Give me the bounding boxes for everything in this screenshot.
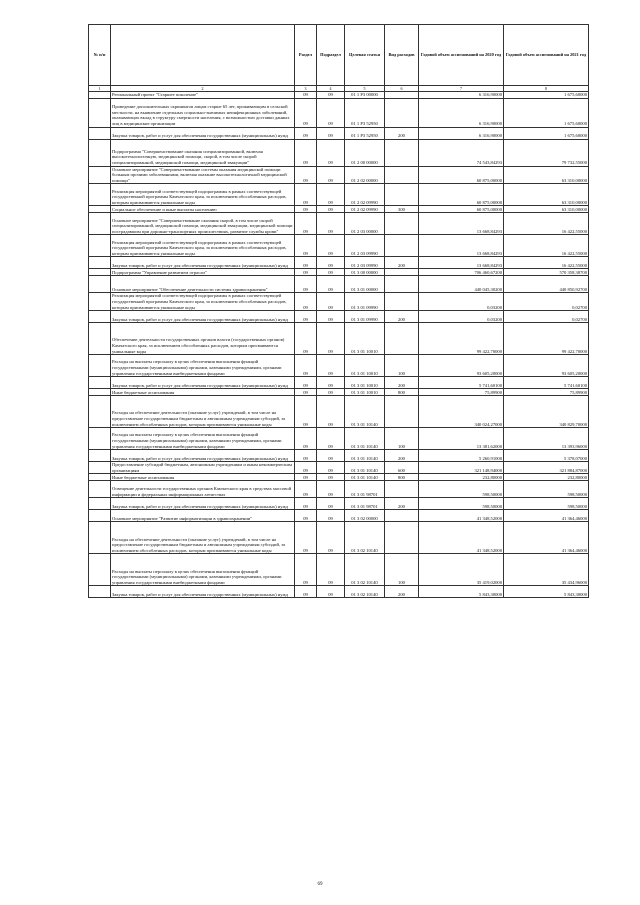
cell-name: Закупка товаров, работ и услуг для обеспечения государственных (муниципальных) нужд — [111, 450, 295, 462]
cell-podrazdel: 09 — [317, 355, 345, 377]
cell-num — [89, 510, 111, 522]
cell-2021: 63 310,00000 — [504, 206, 589, 213]
cell-razdel: 09 — [295, 428, 317, 450]
cell-expense-type: 100 — [385, 428, 419, 450]
cell-expense-type — [385, 166, 419, 184]
cell-expense-type — [385, 481, 419, 498]
header-podrazdel: Подраздел — [317, 25, 345, 86]
cell-2021: 5 741,60100 — [504, 377, 589, 389]
cell-name: Расходы на выплаты персоналу в целях обеспечения выполнения функций государственными (муниципальными) органами, казенными учреждениями, органами управления государственными внебюджетными фондами — [111, 355, 295, 377]
cell-expense-type: 200 — [385, 450, 419, 462]
cell-target-article: 01 3 01 10140 — [345, 462, 385, 474]
cell-2020: 6 316,90000 — [419, 127, 504, 139]
cell-2021: 570 358,38700 — [504, 269, 589, 276]
cell-razdel: 09 — [295, 127, 317, 139]
table-row — [89, 474, 589, 481]
cell-2020: 598,50000 — [419, 498, 504, 510]
cell-2020: 60 875,00000 — [419, 184, 504, 206]
table-row — [89, 213, 589, 235]
cell-2020: 0,03200 — [419, 311, 504, 323]
cell-target-article: 01 3 01 10010 — [345, 323, 385, 355]
col-number: 4 — [317, 86, 345, 92]
table-row — [89, 206, 589, 213]
cell-2020: 35 419,02000 — [419, 554, 504, 586]
cell-target-article: 01 1 P3 00000 — [345, 92, 385, 99]
cell-num — [89, 127, 111, 139]
cell-razdel: 09 — [295, 184, 317, 206]
cell-num — [89, 293, 111, 311]
cell-podrazdel: 09 — [317, 428, 345, 450]
cell-razdel: 09 — [295, 311, 317, 323]
cell-2021: 79 732,55000 — [504, 139, 589, 166]
cell-name: Основное мероприятие "Совершенствование системы оказания медицинской помощи больным прочими заболеваниями, включая оказание высокотехнологичной медицинской помощи" — [111, 166, 295, 184]
cell-razdel: 09 — [295, 276, 317, 293]
cell-num — [89, 166, 111, 184]
cell-num — [89, 450, 111, 462]
col-number: 5 — [345, 86, 385, 92]
cell-2021: 93 605,20000 — [504, 355, 589, 377]
cell-podrazdel: 09 — [317, 276, 345, 293]
cell-razdel: 09 — [295, 450, 317, 462]
cell-2020: 13 668,84293 — [419, 213, 504, 235]
cell-num — [89, 311, 111, 323]
cell-target-article: 01 3 02 10140 — [345, 586, 385, 598]
cell-razdel: 09 — [295, 257, 317, 269]
cell-target-article: 01 3 01 10010 — [345, 389, 385, 396]
cell-num — [89, 206, 111, 213]
cell-razdel: 09 — [295, 586, 317, 598]
cell-podrazdel: 09 — [317, 166, 345, 184]
cell-target-article: 01 3 01 10140 — [345, 428, 385, 450]
cell-name: Реализация мероприятий соответствующей подпрограммы в рамках соответствующей государственной программы Камчатского края, за исключением обособленных расходов, которым присваиваются уникальные коды — [111, 235, 295, 257]
cell-expense-type: 100 — [385, 554, 419, 586]
col-number: 1 — [89, 86, 111, 92]
cell-razdel: 09 — [295, 462, 317, 474]
cell-num — [89, 586, 111, 598]
table-row — [89, 428, 589, 450]
cell-num — [89, 269, 111, 276]
cell-name: Основное мероприятие "Развитие информатизации в здравоохранении" — [111, 510, 295, 522]
cell-expense-type: 200 — [385, 377, 419, 389]
cell-razdel: 09 — [295, 355, 317, 377]
cell-podrazdel: 09 — [317, 462, 345, 474]
cell-razdel: 09 — [295, 293, 317, 311]
cell-num — [89, 98, 111, 127]
cell-2020: 321 148,94000 — [419, 462, 504, 474]
cell-2020: 440 045,30200 — [419, 276, 504, 293]
cell-2020: 60 875,00000 — [419, 166, 504, 184]
cell-podrazdel: 09 — [317, 92, 345, 99]
cell-expense-type — [385, 92, 419, 99]
cell-2020: 6 316,90000 — [419, 98, 504, 127]
cell-expense-type — [385, 98, 419, 127]
cell-num — [89, 481, 111, 498]
cell-name: Расходы на обеспечение деятельности (оказание услуг) учреждений, в том числе на предоставление государственным бюджетным и автономным учреждениям субсидий, за исключением обособленных расходов, которым присваиваются уникальные коды — [111, 396, 295, 428]
cell-num — [89, 213, 111, 235]
cell-razdel: 09 — [295, 510, 317, 522]
cell-2021: 321 884,87000 — [504, 462, 589, 474]
cell-razdel: 09 — [295, 389, 317, 396]
cell-num — [89, 554, 111, 586]
cell-name: Обеспечение деятельности государственных органов власти (государственных органов) Камчатского края, за исключением обособленных расходов, которым присваиваются уникальные коды — [111, 323, 295, 355]
cell-expense-type — [385, 139, 419, 166]
cell-2021: 0,02700 — [504, 293, 589, 311]
cell-target-article: 01 1 P3 52950 — [345, 127, 385, 139]
table-row — [89, 139, 589, 166]
cell-name: Иные бюджетные ассигнования — [111, 389, 295, 396]
cell-expense-type — [385, 235, 419, 257]
cell-2020: 41 348,52000 — [419, 522, 504, 554]
cell-name: Расходы на обеспечение деятельности (оказание услуг) учреждений, в том числе на предоставление государственным бюджетным и автономным учреждениям субсидий, за исключением обособленных расходов, которым присваиваются уникальные коды — [111, 522, 295, 554]
cell-podrazdel: 09 — [317, 213, 345, 235]
cell-podrazdel: 09 — [317, 474, 345, 481]
cell-2020: 5 741,60100 — [419, 377, 504, 389]
cell-name: Региональный проект "Старшее поколение" — [111, 92, 295, 99]
cell-2021: 0,02700 — [504, 311, 589, 323]
cell-podrazdel: 09 — [317, 554, 345, 586]
cell-target-article: 01 2 02 09990 — [345, 206, 385, 213]
table-row — [89, 92, 589, 99]
table-row — [89, 510, 589, 522]
cell-name: Социальное обеспечение и иные выплаты населению — [111, 206, 295, 213]
cell-2020: 706 460,67200 — [419, 269, 504, 276]
cell-podrazdel: 09 — [317, 269, 345, 276]
cell-expense-type: 200 — [385, 311, 419, 323]
cell-razdel: 09 — [295, 92, 317, 99]
cell-name: Проведение дополнительных скринингов лицам старше 65 лет, проживающим в сельской местности, на выявление отдельных социально-значимых неинфекционных заболеваний, оказывающих вклад в структуру смертности населения, с возможностью доставки данных лиц в медицинские организации — [111, 98, 295, 127]
cell-2020: 5 260,91000 — [419, 450, 504, 462]
cell-2021: 16 422,55000 — [504, 235, 589, 257]
cell-razdel: 09 — [295, 98, 317, 127]
cell-razdel: 09 — [295, 554, 317, 586]
col-number: 6 — [385, 86, 419, 92]
cell-name: Предоставление субсидий бюджетным, автономным учреждениям и иным некоммерческим организациям — [111, 462, 295, 474]
cell-podrazdel: 09 — [317, 510, 345, 522]
cell-razdel: 09 — [295, 377, 317, 389]
cell-num — [89, 276, 111, 293]
cell-name: Основное мероприятие "Обеспечение деятельности системы здравоохранения" — [111, 276, 295, 293]
cell-target-article: 01 2 03 09990 — [345, 235, 385, 257]
cell-target-article: 01 3 00 00000 — [345, 269, 385, 276]
cell-name: Закупка товаров, работ и услуг для обеспечения государственных (муниципальных) нужд — [111, 586, 295, 598]
cell-expense-type — [385, 184, 419, 206]
header-row — [89, 25, 589, 86]
cell-2021: 75,89900 — [504, 389, 589, 396]
cell-expense-type — [385, 510, 419, 522]
cell-expense-type: 800 — [385, 389, 419, 396]
cell-num — [89, 428, 111, 450]
cell-num — [89, 474, 111, 481]
cell-target-article: 01 2 03 00000 — [345, 213, 385, 235]
table-row — [89, 257, 589, 269]
cell-podrazdel: 09 — [317, 522, 345, 554]
table-row — [89, 269, 589, 276]
cell-target-article: 01 2 02 00000 — [345, 166, 385, 184]
cell-num — [89, 462, 111, 474]
table-row — [89, 389, 589, 396]
cell-name: Закупка товаров, работ и услуг для обеспечения государственных (муниципальных) нужд — [111, 498, 295, 510]
cell-num — [89, 522, 111, 554]
table-row — [89, 586, 589, 598]
cell-2020: 93 605,20000 — [419, 355, 504, 377]
cell-name: Подпрограмма "Управление развитием отрасли" — [111, 269, 295, 276]
cell-expense-type: 200 — [385, 127, 419, 139]
cell-podrazdel: 09 — [317, 377, 345, 389]
cell-num — [89, 235, 111, 257]
cell-2021: 340 829,70000 — [504, 396, 589, 428]
cell-num — [89, 389, 111, 396]
cell-razdel: 09 — [295, 213, 317, 235]
header-name — [111, 25, 295, 86]
cell-expense-type — [385, 522, 419, 554]
cell-2021: 5 378,07000 — [504, 450, 589, 462]
cell-target-article: 01 1 P3 52950 — [345, 98, 385, 127]
cell-num — [89, 92, 111, 99]
header-target-article: Целевая статья — [345, 25, 385, 86]
header-2021: Годовой объем ассигнований на 2021 год — [504, 25, 589, 86]
cell-2020: 74 543,84293 — [419, 139, 504, 166]
table-row — [89, 462, 589, 474]
cell-name: Освещение деятельности государственных органов Камчатского края в средствах массовой информации и федеральных информационных агентствах — [111, 481, 295, 498]
cell-name: Закупка товаров, работ и услуг для обеспечения государственных (муниципальных) нужд — [111, 127, 295, 139]
cell-podrazdel: 09 — [317, 498, 345, 510]
cell-target-article: 01 3 01 10140 — [345, 450, 385, 462]
cell-name: Закупка товаров, работ и услуг для обеспечения государственных (муниципальных) нужд — [111, 257, 295, 269]
cell-num — [89, 184, 111, 206]
cell-num — [89, 498, 111, 510]
cell-2021: 63 310,00000 — [504, 166, 589, 184]
cell-podrazdel: 09 — [317, 396, 345, 428]
header-2020: Годовой объем ассигнований на 2020 год — [419, 25, 504, 86]
header-num: № п/п — [89, 25, 111, 86]
cell-razdel: 09 — [295, 206, 317, 213]
cell-2021: 35 434,96000 — [504, 554, 589, 586]
cell-2021: 1 675,60000 — [504, 98, 589, 127]
cell-2020: 0,03200 — [419, 293, 504, 311]
table-row — [89, 323, 589, 355]
table-row — [89, 235, 589, 257]
cell-target-article: 01 3 01 10010 — [345, 377, 385, 389]
page-number: 69 — [317, 882, 323, 887]
table-row — [89, 184, 589, 206]
col-number: 2 — [111, 86, 295, 92]
cell-target-article: 01 3 01 10140 — [345, 474, 385, 481]
table-row — [89, 396, 589, 428]
cell-target-article: 01 2 03 09990 — [345, 257, 385, 269]
cell-target-article: 01 3 02 00000 — [345, 510, 385, 522]
cell-2020: 5 843,30000 — [419, 586, 504, 598]
cell-expense-type — [385, 213, 419, 235]
cell-2021: 41 364,46000 — [504, 522, 589, 554]
cell-name: Основное мероприятие "Совершенствование оказания скорой, в том числе скорой специализированной, медицинской помощи, медицинской эвакуации, медицинской помощи пострадавшим при дорожно-транспортных происшествиях, развитие службы крови" — [111, 213, 295, 235]
col-number: 3 — [295, 86, 317, 92]
cell-name: Иные бюджетные ассигнования — [111, 474, 295, 481]
cell-podrazdel: 09 — [317, 184, 345, 206]
budget-table — [88, 24, 589, 598]
cell-podrazdel: 09 — [317, 206, 345, 213]
cell-2020: 598,50000 — [419, 481, 504, 498]
cell-razdel: 09 — [295, 474, 317, 481]
cell-razdel: 09 — [295, 498, 317, 510]
table-row — [89, 450, 589, 462]
cell-target-article: 01 3 02 10140 — [345, 522, 385, 554]
cell-name: Расходы на выплаты персоналу в целях обеспечения выполнения функций государственными (муниципальными) органами, казенными учреждениями, органами управления государственными внебюджетными фондами — [111, 428, 295, 450]
cell-num — [89, 355, 111, 377]
cell-2020: 13 381,62000 — [419, 428, 504, 450]
header-razdel: Раздел — [295, 25, 317, 86]
table-row — [89, 377, 589, 389]
cell-2020: 99 422,70000 — [419, 323, 504, 355]
cell-podrazdel: 09 — [317, 450, 345, 462]
cell-razdel: 09 — [295, 323, 317, 355]
cell-expense-type: 200 — [385, 586, 419, 598]
cell-2021: 99 422,70000 — [504, 323, 589, 355]
cell-expense-type — [385, 293, 419, 311]
cell-2020: 75,89900 — [419, 389, 504, 396]
cell-expense-type: 800 — [385, 474, 419, 481]
cell-name: Закупка товаров, работ и услуг для обеспечения государственных (муниципальных) нужд — [111, 311, 295, 323]
cell-2020: 60 875,00000 — [419, 206, 504, 213]
cell-2021: 63 310,00000 — [504, 184, 589, 206]
cell-2021: 41 364,46000 — [504, 510, 589, 522]
cell-name: Подпрограмма "Совершенствование оказания специализированной, включая высокотехнологичную, медицинской помощи, скорой, в том числе скорой специализированной, медицинской помощи, медицинской эвакуации" — [111, 139, 295, 166]
cell-target-article: 01 3 01 09990 — [345, 293, 385, 311]
cell-2021: 1 675,60000 — [504, 92, 589, 99]
cell-podrazdel: 09 — [317, 323, 345, 355]
cell-razdel: 09 — [295, 235, 317, 257]
cell-target-article: 01 3 01 98701 — [345, 498, 385, 510]
cell-target-article: 01 3 02 10140 — [345, 554, 385, 586]
cell-razdel: 09 — [295, 522, 317, 554]
cell-2020: 13 668,84293 — [419, 257, 504, 269]
cell-expense-type — [385, 269, 419, 276]
table-row — [89, 276, 589, 293]
cell-2020: 6 316,90000 — [419, 92, 504, 99]
cell-2021: 1 675,60000 — [504, 127, 589, 139]
table-row — [89, 498, 589, 510]
cell-2020: 232,80000 — [419, 474, 504, 481]
budget-table-sheet — [88, 24, 588, 598]
cell-podrazdel: 09 — [317, 389, 345, 396]
cell-2021: 16 422,55000 — [504, 257, 589, 269]
cell-target-article: 01 3 01 10010 — [345, 355, 385, 377]
cell-podrazdel: 09 — [317, 311, 345, 323]
table-row — [89, 127, 589, 139]
cell-name: Расходы на выплаты персоналу в целях обеспечения выполнения функций государственными (муниципальными) органами, казенными учреждениями, органами управления государственными внебюджетными фондами — [111, 554, 295, 586]
cell-target-article: 01 3 01 09990 — [345, 311, 385, 323]
cell-target-article: 01 3 01 98701 — [345, 481, 385, 498]
cell-num — [89, 396, 111, 428]
cell-2021: 16 422,55000 — [504, 213, 589, 235]
cell-expense-type: 600 — [385, 462, 419, 474]
cell-2021: 232,80000 — [504, 474, 589, 481]
cell-expense-type — [385, 276, 419, 293]
cell-expense-type: 100 — [385, 355, 419, 377]
table-row — [89, 293, 589, 311]
cell-2021: 13 393,96000 — [504, 428, 589, 450]
cell-razdel: 09 — [295, 269, 317, 276]
cell-target-article: 01 2 02 09990 — [345, 184, 385, 206]
cell-podrazdel: 09 — [317, 127, 345, 139]
cell-2020: 13 668,84293 — [419, 235, 504, 257]
cell-expense-type — [385, 323, 419, 355]
cell-name: Закупка товаров, работ и услуг для обеспечения государственных (муниципальных) нужд — [111, 377, 295, 389]
cell-razdel: 09 — [295, 166, 317, 184]
cell-num — [89, 139, 111, 166]
cell-2020: 41 348,52000 — [419, 510, 504, 522]
cell-razdel: 09 — [295, 396, 317, 428]
cell-expense-type: 200 — [385, 257, 419, 269]
col-number: 7 — [419, 86, 504, 92]
table-row — [89, 98, 589, 127]
cell-podrazdel: 09 — [317, 139, 345, 166]
cell-name: Реализация мероприятий соответствующей подпрограммы в рамках соответствующей государственной программы Камчатского края, за исключением обособленных расходов, которым присваиваются уникальные коды — [111, 293, 295, 311]
cell-2021: 5 843,30000 — [504, 586, 589, 598]
header-expense-type: Вид расходов — [385, 25, 419, 86]
cell-podrazdel: 09 — [317, 98, 345, 127]
table-row — [89, 166, 589, 184]
cell-expense-type: 200 — [385, 498, 419, 510]
cell-num — [89, 257, 111, 269]
cell-num — [89, 377, 111, 389]
cell-podrazdel: 09 — [317, 586, 345, 598]
table-row — [89, 311, 589, 323]
cell-target-article: 01 3 01 00000 — [345, 276, 385, 293]
cell-name: Реализация мероприятий соответствующей подпрограммы в рамках соответствующей государственной программы Камчатского края, за исключением обособленных расходов, которым присваиваются уникальные коды — [111, 184, 295, 206]
cell-expense-type — [385, 396, 419, 428]
cell-razdel: 09 — [295, 139, 317, 166]
cell-podrazdel: 09 — [317, 481, 345, 498]
cell-razdel: 09 — [295, 481, 317, 498]
cell-target-article: 01 2 00 00000 — [345, 139, 385, 166]
table-row — [89, 522, 589, 554]
cell-2021: 598,50000 — [504, 481, 589, 498]
cell-2021: 440 850,92700 — [504, 276, 589, 293]
col-number: 8 — [504, 86, 589, 92]
cell-podrazdel: 09 — [317, 257, 345, 269]
table-row — [89, 554, 589, 586]
cell-num — [89, 323, 111, 355]
table-row — [89, 355, 589, 377]
cell-2021: 598,50000 — [504, 498, 589, 510]
cell-podrazdel: 09 — [317, 293, 345, 311]
table-row — [89, 481, 589, 498]
cell-podrazdel: 09 — [317, 235, 345, 257]
cell-expense-type: 300 — [385, 206, 419, 213]
cell-target-article: 01 3 01 10140 — [345, 396, 385, 428]
cell-2020: 340 024,27000 — [419, 396, 504, 428]
